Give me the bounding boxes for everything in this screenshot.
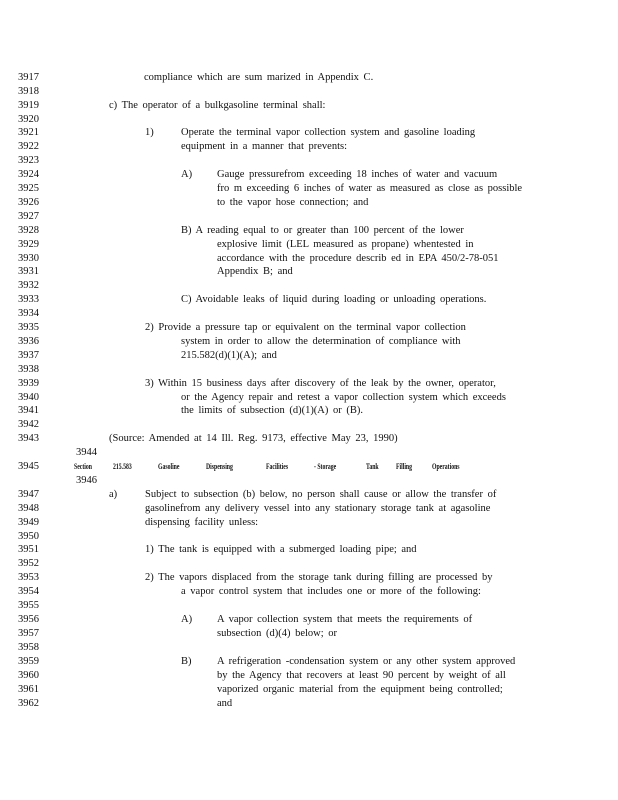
line-number: 3956 xyxy=(18,614,39,625)
line-number: 3946 xyxy=(76,475,97,486)
text-line: explosive limit (LEL measured as propane) whentested in xyxy=(217,239,474,250)
text-line: dispensing facility unless: xyxy=(145,517,259,528)
text-line: and xyxy=(217,698,233,709)
text-line: c) The operator of a bulkgasoline terminal shall: xyxy=(109,100,326,111)
section-heading-word: Tank xyxy=(366,462,379,471)
line-number: 3949 xyxy=(18,517,39,528)
line-number: 3960 xyxy=(18,670,39,681)
text-line: accordance with the procedure describ ed in EPA 450/2-78-051 xyxy=(217,253,499,264)
line-number: 3959 xyxy=(18,656,39,667)
line-number: 3920 xyxy=(18,114,39,125)
line-number: 3926 xyxy=(18,197,39,208)
line-number: 3919 xyxy=(18,100,39,111)
text-line: vaporized organic material from the equipment being controlled; xyxy=(217,684,503,695)
text-line: equipment in a manner that prevents: xyxy=(181,141,347,152)
list-marker: 1) xyxy=(145,127,154,138)
line-number: 3933 xyxy=(18,294,39,305)
line-number: 3937 xyxy=(18,350,39,361)
section-heading-word: Dispensing xyxy=(206,462,233,471)
section-heading-word: Facilities xyxy=(266,462,289,471)
text-line: Gauge pressurefrom exceeding 18 inches of water and vacuum xyxy=(217,169,498,180)
text-line: Appendix B; and xyxy=(217,266,293,277)
text-line: system in order to allow the determination of compliance with xyxy=(181,336,461,347)
section-heading-word: Gasoline xyxy=(158,462,180,471)
line-number: 3939 xyxy=(18,378,39,389)
line-number: 3962 xyxy=(18,698,39,709)
text-line: compliance which are sum marized in Appendix C. xyxy=(144,72,374,83)
source-note: (Source: Amended at 14 Ill. Reg. 9173, effective May 23, 1990) xyxy=(109,433,398,444)
text-line: A vapor collection system that meets the requirements of xyxy=(217,614,473,625)
line-number: 3930 xyxy=(18,253,39,264)
text-line: a vapor control system that includes one or more of the following: xyxy=(181,586,481,597)
line-number: 3943 xyxy=(18,433,39,444)
text-line: or the Agency repair and retest a vapor collection system which exceeds xyxy=(181,392,506,403)
line-number: 3938 xyxy=(18,364,39,375)
line-number: 3935 xyxy=(18,322,39,333)
section-heading-label: Section xyxy=(74,462,92,471)
line-number: 3922 xyxy=(18,141,39,152)
line-number: 3957 xyxy=(18,628,39,639)
text-line: A refrigeration -condensation system or any other system approved xyxy=(217,656,516,667)
section-heading-word: Operations xyxy=(432,462,460,471)
text-line: 3) Within 15 business days after discovery of the leak by the owner, operator, xyxy=(145,378,496,389)
line-number: 3936 xyxy=(18,336,39,347)
line-number: 3952 xyxy=(18,558,39,569)
line-number: 3921 xyxy=(18,127,39,138)
line-number: 3948 xyxy=(18,503,39,514)
line-number: 3951 xyxy=(18,544,39,555)
line-number: 3961 xyxy=(18,684,39,695)
line-number: 3929 xyxy=(18,239,39,250)
line-number: 3932 xyxy=(18,280,39,291)
text-line: Subject to subsection (b) below, no person shall cause or allow the transfer of xyxy=(145,489,497,500)
line-number: 3941 xyxy=(18,405,39,416)
list-marker: B) xyxy=(181,656,192,667)
text-line: 1) The tank is equipped with a submerged loading pipe; and xyxy=(145,544,417,555)
line-number: 3934 xyxy=(18,308,39,319)
text-line: gasolinefrom any delivery vessel into any stationary storage tank at agasoline xyxy=(145,503,491,514)
text-line: 2) The vapors displaced from the storage tank during filling are processed by xyxy=(145,572,493,583)
line-number: 3928 xyxy=(18,225,39,236)
section-heading-word: - Storage xyxy=(314,462,337,471)
line-number: 3958 xyxy=(18,642,39,653)
line-number: 3925 xyxy=(18,183,39,194)
line-number: 3947 xyxy=(18,489,39,500)
line-number: 3945 xyxy=(18,461,39,472)
line-number: 3923 xyxy=(18,155,39,166)
section-heading-word: Filling xyxy=(396,462,413,471)
list-marker: A) xyxy=(181,169,193,180)
text-line: B) A reading equal to or greater than 100 percent of the lower xyxy=(181,225,464,236)
line-number: 3955 xyxy=(18,600,39,611)
text-line: fro m exceeding 6 inches of water as measured as close as possible xyxy=(217,183,523,194)
list-marker: A) xyxy=(181,614,193,625)
line-number: 3942 xyxy=(18,419,39,430)
line-number: 3944 xyxy=(76,447,97,458)
list-marker: a) xyxy=(109,489,118,500)
line-number: 3924 xyxy=(18,169,39,180)
text-line: 215.582(d)(1)(A); and xyxy=(181,350,277,361)
section-heading-number: 215.583 xyxy=(113,462,132,471)
line-number: 3917 xyxy=(18,72,39,83)
text-line: C) Avoidable leaks of liquid during loading or unloading operations. xyxy=(181,294,487,305)
line-number: 3918 xyxy=(18,86,39,97)
line-number: 3927 xyxy=(18,211,39,222)
text-line: subsection (d)(4) below; or xyxy=(217,628,338,639)
text-line: the limits of subsection (d)(1)(A) or (B). xyxy=(181,405,364,416)
text-line: Operate the terminal vapor collection system and gasoline loading xyxy=(181,127,476,138)
text-line: by the Agency that recovers at least 90 percent by weight of all xyxy=(217,670,506,681)
text-line: 2) Provide a pressure tap or equivalent on the terminal vapor collection xyxy=(145,322,466,333)
line-number: 3940 xyxy=(18,392,39,403)
line-number: 3931 xyxy=(18,266,39,277)
line-number: 3953 xyxy=(18,572,39,583)
line-number: 3950 xyxy=(18,531,39,542)
text-line: to the vapor hose connection; and xyxy=(217,197,369,208)
line-number: 3954 xyxy=(18,586,39,597)
